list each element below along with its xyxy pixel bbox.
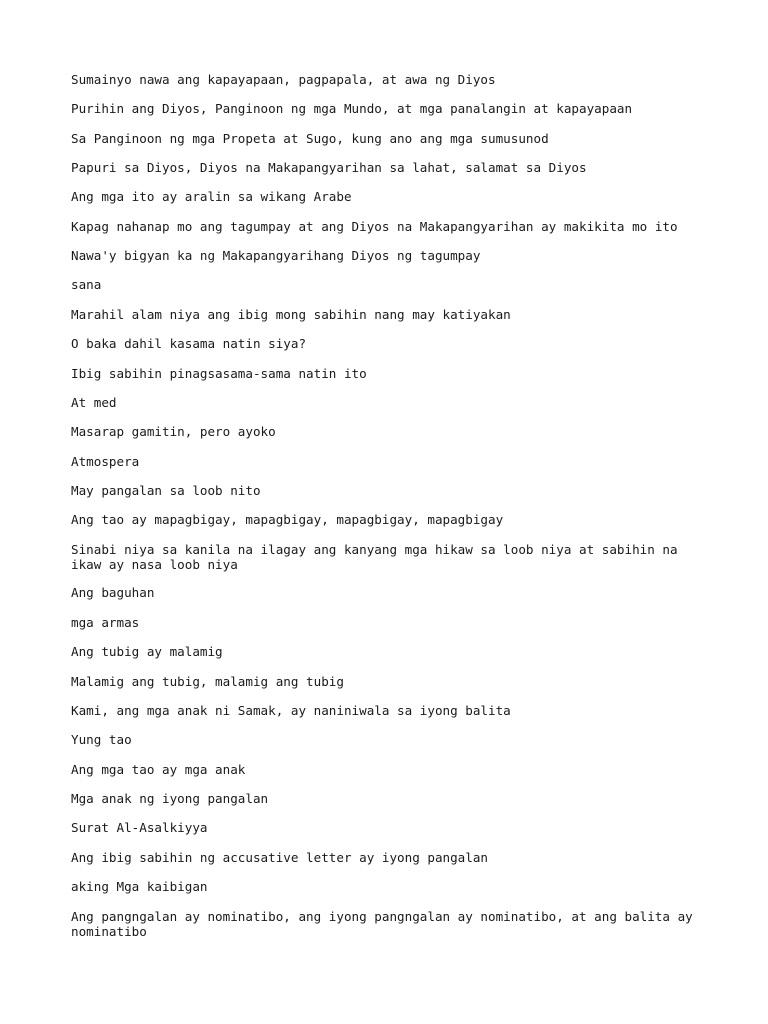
text-line: O baka dahil kasama natin siya? [71, 336, 307, 351]
text-line: Atmospera [71, 454, 140, 469]
text-line: Kapag nahanap mo ang tagumpay at ang Diyos na Makapangyarihan ay makikita mo ito [71, 219, 678, 234]
text-line: Masarap gamitin, pero ayoko [71, 424, 276, 439]
text-line: Ang tao ay mapagbigay, mapagbigay, mapagbigay, mapagbigay [71, 512, 504, 527]
text-line: Ang ibig sabihin ng accusative letter ay iyong pangalan [71, 850, 489, 865]
text-line: aking Mga kaibigan [71, 879, 208, 894]
text-line: May pangalan sa loob nito [71, 483, 261, 498]
text-line: At med [71, 395, 117, 410]
text-line: mga armas [71, 615, 140, 630]
text-line: Kami, ang mga anak ni Samak, ay naniniwala sa iyong balita [71, 703, 511, 718]
text-line: Yung tao [71, 732, 132, 747]
text-line: sana [71, 277, 102, 292]
text-line: Sumainyo nawa ang kapayapaan, pagpapala, at awa ng Diyos [71, 72, 496, 87]
text-line: Ang baguhan [71, 585, 155, 600]
text-line: Nawa'y bigyan ka ng Makapangyarihang Diyos ng tagumpay [71, 248, 481, 263]
text-line: Ang tubig ay malamig [71, 644, 223, 659]
text-line: Ang pangngalan ay nominatibo, ang iyong pangngalan ay nominatibo, at ang balita ay nominatibo [71, 909, 693, 939]
text-line: Papuri sa Diyos, Diyos na Makapangyarihan sa lahat, salamat sa Diyos [71, 160, 587, 175]
text-line: Sinabi niya sa kanila na ilagay ang kanyang mga hikaw sa loob niya at sabihin na ikaw ay nasa loob niya [71, 542, 678, 572]
text-line: Malamig ang tubig, malamig ang tubig [71, 674, 344, 689]
text-line: Surat Al-Asalkiyya [71, 820, 208, 835]
text-line: Ibig sabihin pinagsasama-sama natin ito [71, 366, 367, 381]
text-line: Ang mga ito ay aralin sa wikang Arabe [71, 189, 352, 204]
text-line: Purihin ang Diyos, Panginoon ng mga Mundo, at mga panalangin at kapayapaan [71, 101, 633, 116]
text-line: Mga anak ng iyong pangalan [71, 791, 269, 806]
text-line: Sa Panginoon ng mga Propeta at Sugo, kung ano ang mga sumusunod [71, 131, 549, 146]
text-line: Marahil alam niya ang ibig mong sabihin nang may katiyakan [71, 307, 511, 322]
text-line: Ang mga tao ay mga anak [71, 762, 246, 777]
